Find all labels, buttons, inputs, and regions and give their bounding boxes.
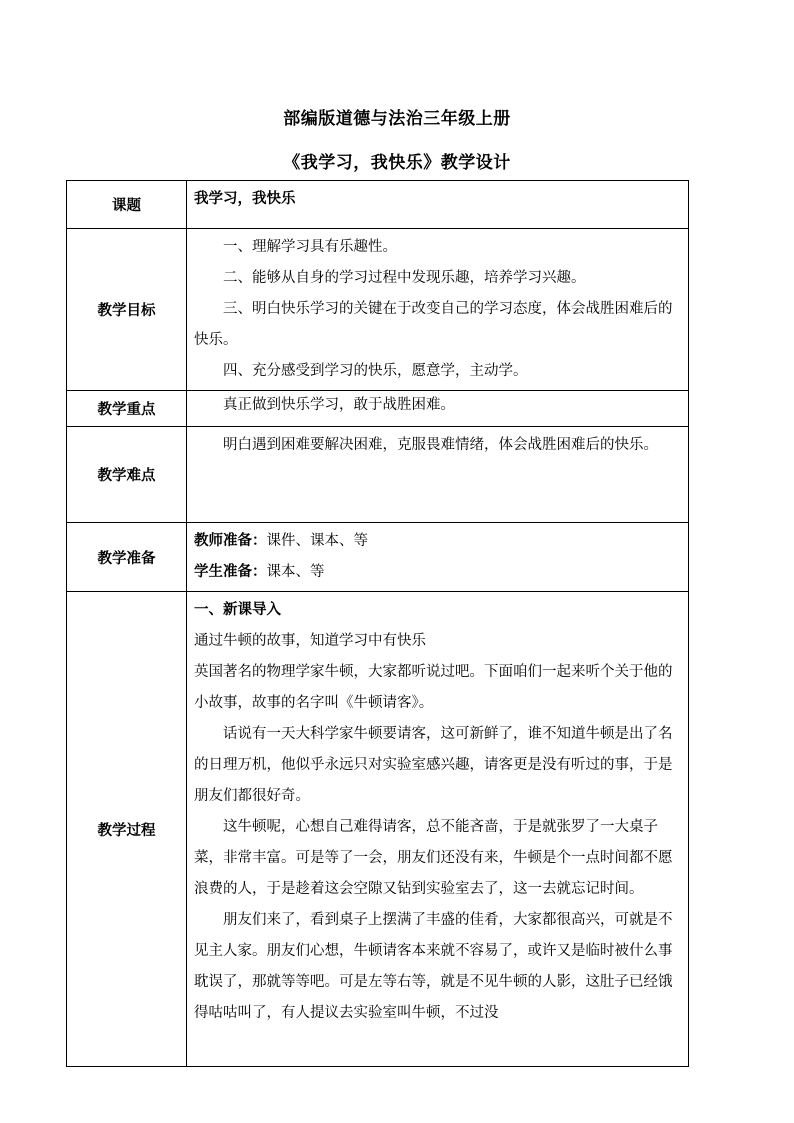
teacher-prep-label: 教师准备： — [194, 533, 267, 549]
process-paragraph: 通过牛顿的故事，知道学习中有快乐 — [194, 633, 426, 649]
prep-content — [187, 523, 689, 592]
goal-item: 二、能够从自身的学习过程中发现乐趣，培养学习兴趣。 — [223, 270, 586, 286]
process-paragraph: 这牛顿呢，心想自己难得请客，总不能吝啬，于是就张罗了一大桌子菜，非常丰富。可是等了一会，朋友们还没有来，牛顿是个一点时间都不愿浪费的人，于是趁着这会空隙又钻到实验室去了，这一去就忘记时间。 — [194, 819, 673, 897]
goals-label: 教学目标 — [67, 229, 187, 391]
key-label: 教学重点 — [67, 391, 187, 427]
table-row-key — [67, 391, 689, 427]
process-label: 教学过程 — [67, 592, 187, 1067]
process-paragraph: 朋友们来了，看到桌子上摆满了丰盛的佳肴，大家都很高兴，可就是不见主人家。朋友们心想，牛顿请客本来就不容易了，或许又是临时被什么事耽误了，那就等等吧。可是左等右等，就是不见牛顿的人影，这肚子已经饿得咕咕叫了，有人提议去实验室叫牛顿，不过没 — [194, 912, 673, 1021]
difficulty-text: 明白遇到困难要解决困难，克服畏难情绪，体会战胜困难后的快乐。 — [223, 437, 658, 453]
goal-item: 一、理解学习具有乐趣性。 — [223, 239, 397, 255]
table-row-goals — [67, 229, 689, 391]
topic-label: 课题 — [67, 181, 187, 229]
goal-item: 四、充分感受到学习的快乐，愿意学，主动学。 — [223, 363, 528, 379]
topic-value — [187, 181, 689, 229]
document-title: 部编版道德与法治三年级上册 — [283, 109, 511, 129]
student-prep-label: 学生准备： — [194, 564, 267, 580]
topic-text: 我学习，我快乐 — [194, 191, 296, 207]
goal-item: 三、明白快乐学习的关键在于改变自己的学习态度，体会战胜困难后的快乐。 — [194, 301, 673, 348]
table-row-difficulty — [67, 427, 689, 523]
process-paragraph: 话说有一天大科学家牛顿要请客，这可新鲜了，谁不知道牛顿是出了名的日理万机，他似乎永远只对实验室感兴趣，请客更是没有听过的事，于是朋友们都很好奇。 — [194, 726, 673, 804]
table-row-process — [67, 592, 689, 1067]
table-row-prep — [67, 523, 689, 592]
teacher-prep-value: 课件、课本、等 — [266, 533, 368, 549]
process-paragraph: 英国著名的物理学家牛顿，大家都听说过吧。下面咱们一起来听个关于他的小故事，故事的名字叫《牛顿请客》。 — [194, 664, 673, 711]
key-text: 真正做到快乐学习，敢于战胜困难。 — [223, 397, 455, 413]
student-prep-value: 课本、等 — [266, 564, 325, 580]
table-row-topic — [67, 181, 689, 229]
teacher-prep — [194, 526, 681, 557]
difficulty-label: 教学难点 — [67, 427, 187, 523]
difficulty-content — [187, 427, 689, 523]
student-prep — [194, 557, 681, 588]
goals-content — [187, 229, 689, 391]
prep-label: 教学准备 — [67, 523, 187, 592]
process-heading: 一、新课导入 — [194, 602, 281, 618]
key-content — [187, 391, 689, 427]
document-subtitle: 《我学习，我快乐》教学设计 — [283, 153, 511, 173]
process-content — [187, 592, 689, 1067]
lesson-plan-table — [66, 180, 689, 1067]
